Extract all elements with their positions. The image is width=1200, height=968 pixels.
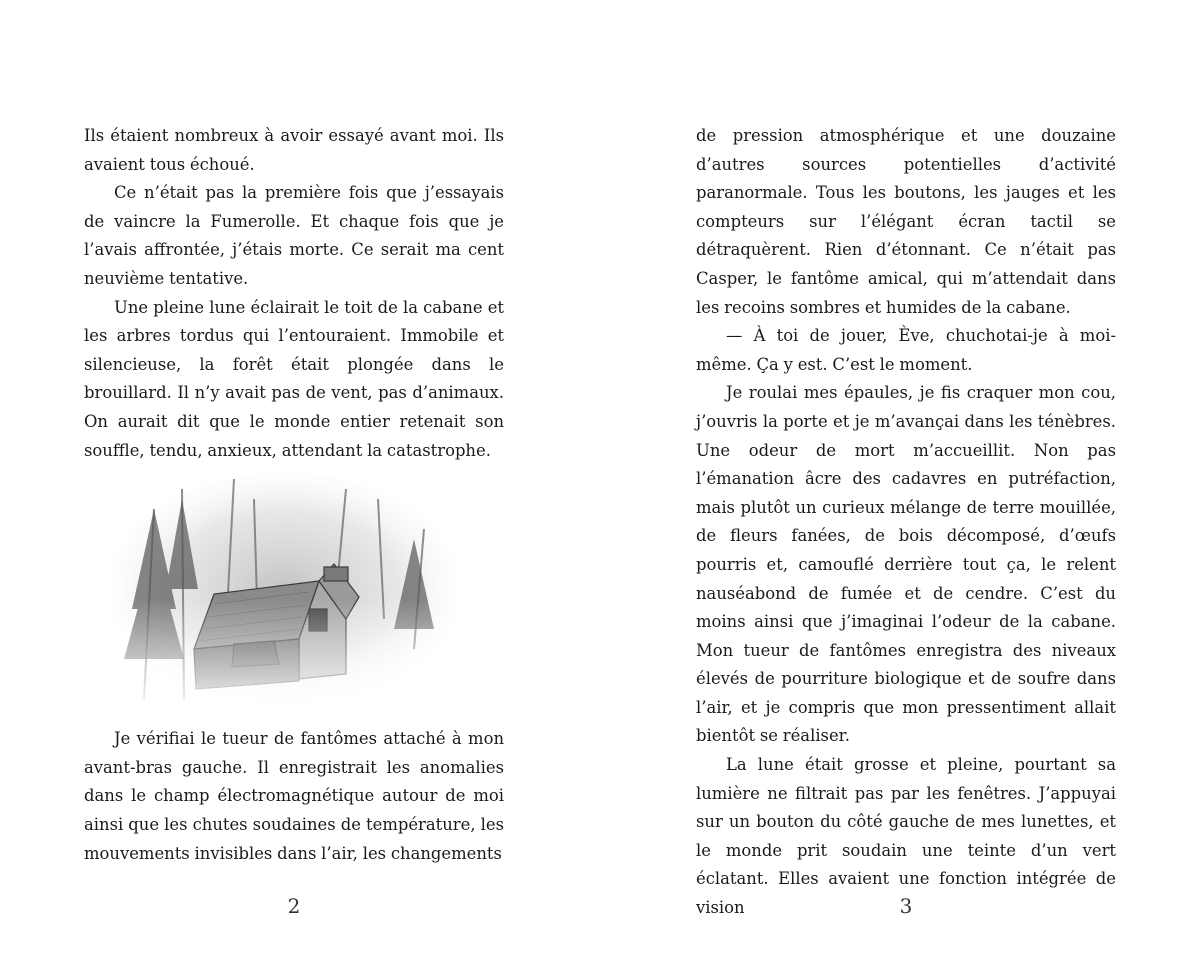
paragraph: Ce n’était pas la première fois que j’essayais de vaincre la Fumerolle. Et chaque fois que je l’avais affrontée, j’étais morte. Ce serait ma cent neuvième tentative. <box>84 183 504 288</box>
paragraph: — À toi de jouer, Ève, chuchotai-je à moi-même. Ça y est. C’est le moment. <box>696 326 1116 374</box>
page-number-left: 2 <box>287 894 301 918</box>
right-page <box>696 122 1116 923</box>
cabin-in-foggy-forest-illustration <box>84 469 504 713</box>
paragraph: Je vérifiai le tueur de fantômes attaché à mon avant-bras gauche. Il enregistrait les anomalies dans le champ électromagnétique autour de moi ainsi que les chutes soudaines de température, les mouvements invisibles dans l’air, les changements <box>84 729 504 863</box>
paragraph: La lune était grosse et pleine, pourtant sa lumière ne filtrait pas par les fenêtres. J’appuyai sur un bouton du côté gauche de mes lunettes, et le monde prit soudain une teinte d’un vert éclatant. Elles avaient une fonction intégrée de vision <box>696 755 1116 918</box>
page-number-right: 3 <box>899 894 913 918</box>
left-page <box>84 122 504 868</box>
paragraph: Je roulai mes épaules, je fis craquer mon cou, j’ouvris la porte et je m’avançai dans les ténèbres. Une odeur de mort m’accueillit. Non pas l’émanation âcre des cadavres en putréfaction, mais plutôt un curieux mélange de terre mouillée, de fleurs fanées, de bois décomposé, d’œufs pourris et, camouflé derrière tout ça, le relent nauséabond de fumée et de cendre. C’est du moins ainsi que j’imaginai l’odeur de la cabane. Mon tueur de fantômes enregistra des niveaux élevés de pourriture biologique et de soufre dans l’air, et je compris que mon pressentiment allait bientôt se réaliser. <box>696 383 1116 746</box>
paragraph: de pression atmosphérique et une douzaine d’autres sources potentielles d’activité paranormale. Tous les boutons, les jauges et les compteurs sur l’élégant écran tactil se détraquèrent. Rien d’étonnant. Ce n’était pas Casper, le fantôme amical, qui m’attendait dans les recoins sombres et humides de la cabane. <box>696 126 1116 317</box>
paragraph: Ils étaient nombreux à avoir essayé avant moi. Ils avaient tous échoué. <box>84 126 504 174</box>
paragraph: Une pleine lune éclairait le toit de la cabane et les arbres tordus qui l’entouraient. Immobile et silencieuse, la forêt était plongée dans le brouillard. Il n’y avait pas de vent, pas d’animaux. On aurait dit que le monde entier retenait son souffle, tendu, anxieux, attendant la catastrophe. <box>84 297 504 460</box>
